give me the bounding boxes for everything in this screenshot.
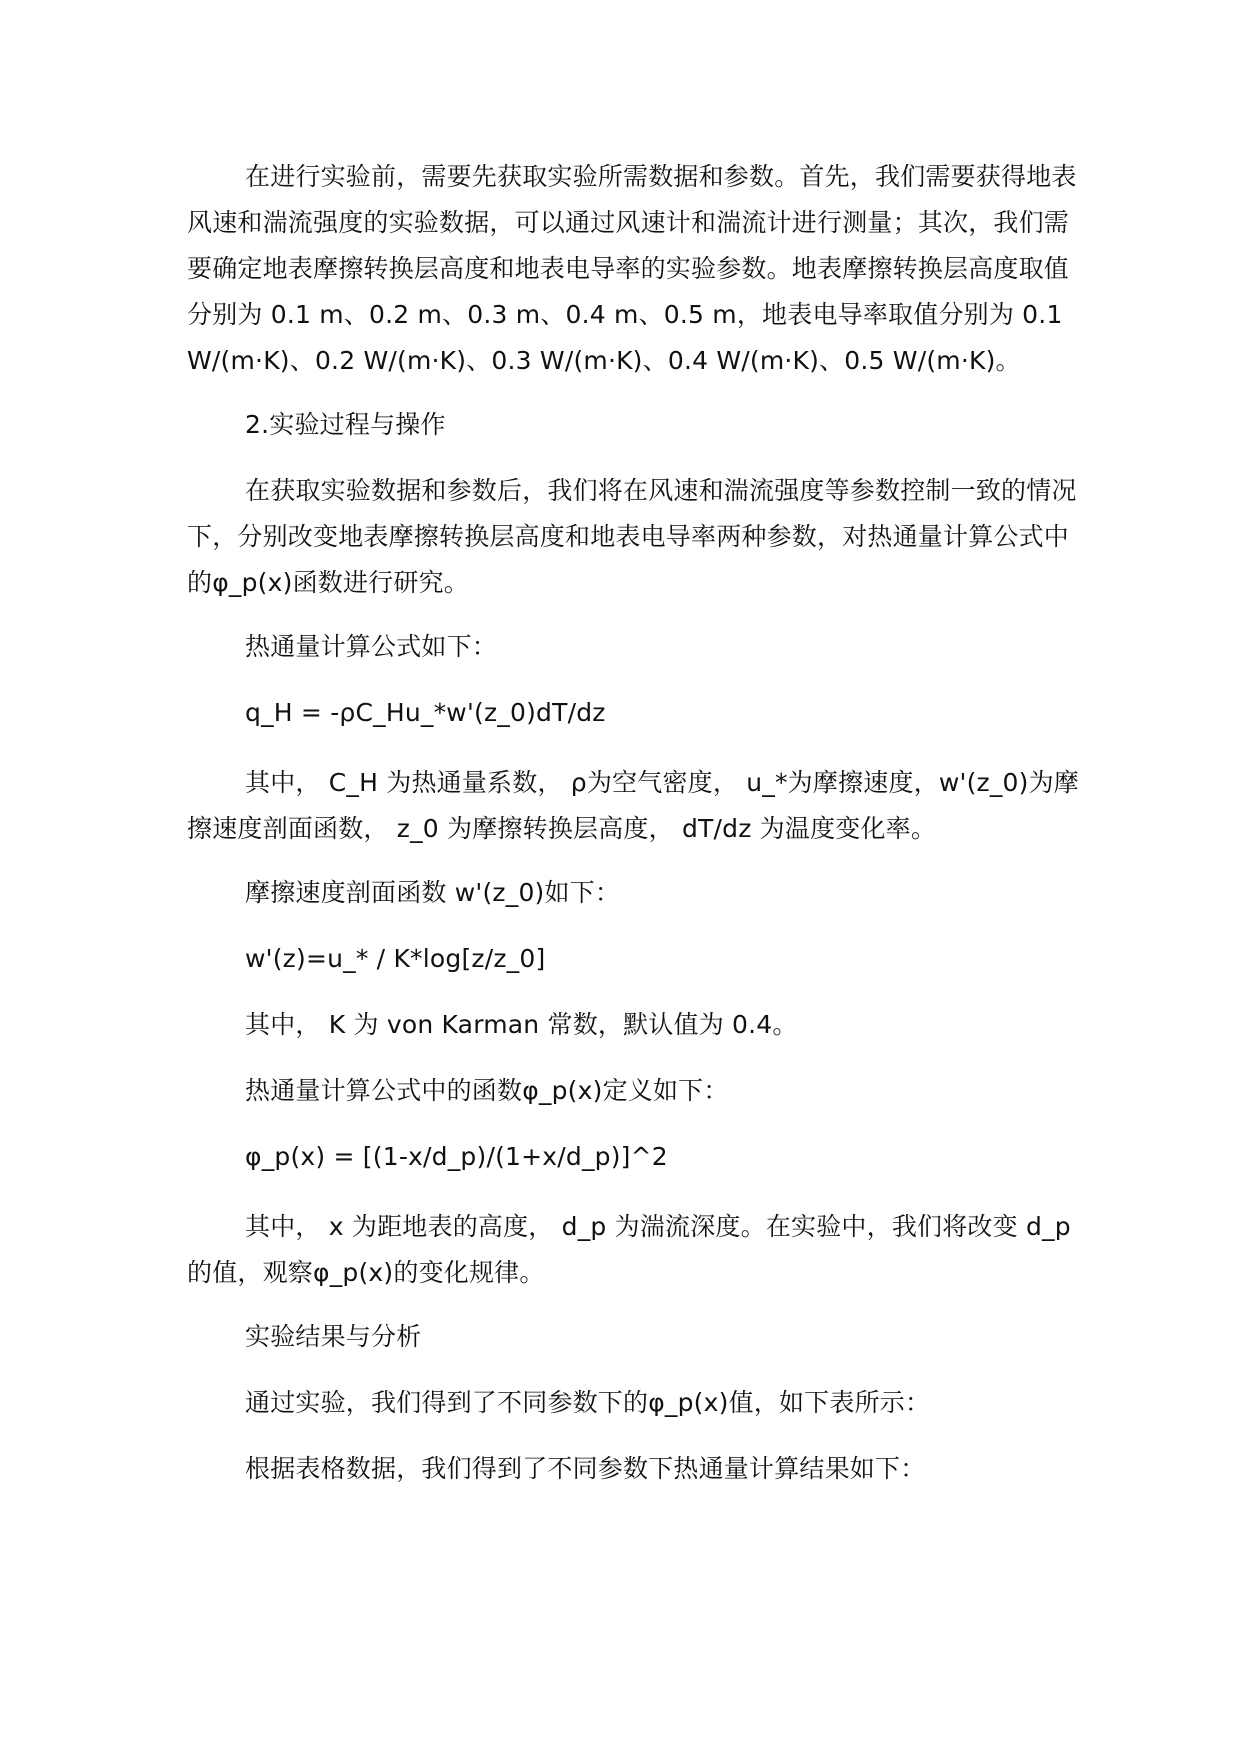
section-heading-process: 2.实验过程与操作 [245, 410, 446, 439]
section-heading-results: 实验结果与分析 [245, 1322, 422, 1351]
paragraph-phi-definition-intro: 热通量计算公式中的函数φ_p(x)定义如下： [245, 1076, 729, 1105]
paragraph-data-preparation: 在进行实验前，需要先获取实验所需数据和参数。首先，我们需要获得地表风速和湍流强度的实验数据，可以通过风速计和湍流计进行测量；其次，我们需要确定地表摩擦转换层高度和地表电导率的实验参数。地表摩擦转换层高度取值分别为 0.1 m、0.2 m、0.3 m、0.4 m、0.5 m，地表电导率取值分别为 0.1 W/(m·K)、0.2 W/(m·K)、0.3 W/(m·K)、0.4 W/(m·K)、0.5 W/(m·K)。 [187, 162, 1077, 375]
formula-phi: φ_p(x) = [(1-x/d_p)/(1+x/d_p)]^2 [245, 1142, 668, 1171]
paragraph-process-description: 在获取实验数据和参数后，我们将在风速和湍流强度等参数控制一致的情况下，分别改变地表摩擦转换层高度和地表电导率两种参数，对热通量计算公式中的φ_p(x)函数进行研究。 [187, 476, 1077, 597]
paragraph-results-heat-flux: 根据表格数据，我们得到了不同参数下热通量计算结果如下： [245, 1454, 926, 1483]
paragraph-phi-variables: 其中， x 为距地表的高度， d_p 为湍流深度。在实验中，我们将改变 d_p 的值，观察φ_p(x)的变化规律。 [187, 1212, 1071, 1287]
paragraph-karman-constant: 其中， K 为 von Karman 常数，默认值为 0.4。 [245, 1010, 798, 1039]
paragraph-profile-intro: 摩擦速度剖面函数 w'(z_0)如下： [245, 878, 621, 907]
paragraph-formula-intro: 热通量计算公式如下： [245, 632, 498, 661]
formula-velocity-profile: w'(z)=u_* / K*log[z/z_0] [245, 944, 546, 973]
paragraph-formula-variables: 其中， C_H 为热通量系数， ρ为空气密度， u_*为摩擦速度，w'(z_0)为摩擦速度剖面函数， z_0 为摩擦转换层高度， dT/dz 为温度变化率。 [187, 768, 1080, 843]
formula-heat-flux: q_H = -ρC_Hu_*w'(z_0)dT/dz [245, 698, 606, 727]
document-body [187, 154, 1087, 1512]
paragraph-results-table-intro: 通过实验，我们得到了不同参数下的φ_p(x)值，如下表所示： [245, 1388, 931, 1417]
